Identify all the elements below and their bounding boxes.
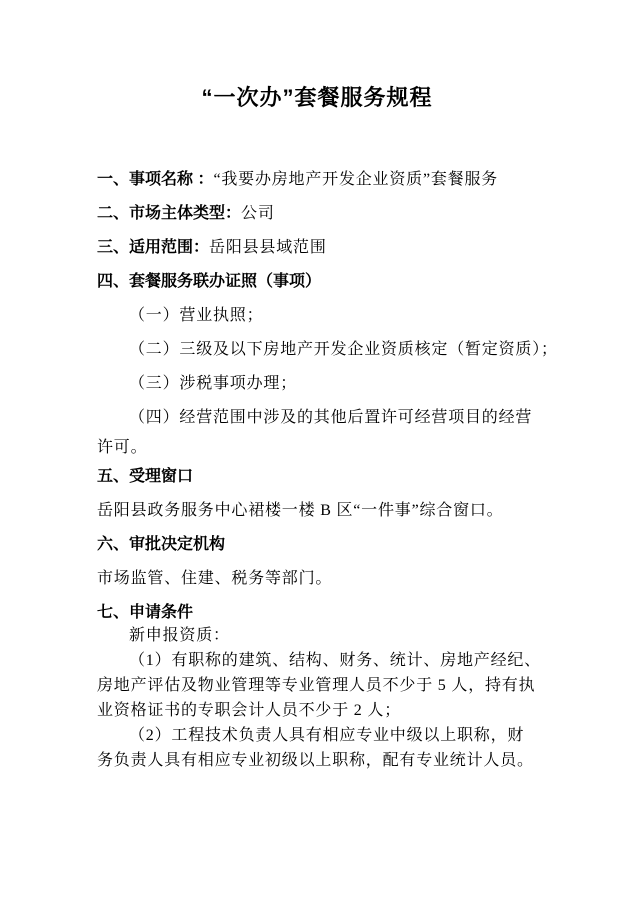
text-line [97,623,550,648]
line-text: （1）有职称的建筑、结构、财务、统计、房地产经纪、 [129,652,542,669]
section-heading-line [97,265,550,299]
line-text: 岳阳县县域范围 [209,239,327,256]
line-text: “我要办房地产开发企业资质”套餐服务 [213,171,499,188]
text-line [97,435,550,460]
section-label: 一、事项名称 ： [97,171,214,188]
section-label: 五、受理窗口 [97,468,194,485]
section-heading-line [97,163,550,197]
line-text: 新申报资质： [129,627,230,644]
line-text: （2）工程技术负责人具有相应专业中级以上职称，财 [129,727,525,744]
line-text: 房地产评估及物业管理等专业管理人员不少于 5 人，持有执 [97,677,536,694]
text-line [97,648,550,673]
line-text: 许可。 [97,439,148,456]
section-heading-line [97,231,550,265]
text-line [97,494,550,528]
text-line [97,367,550,401]
text-line [97,673,550,698]
page-title: “一次办”套餐服务规程 [201,85,433,110]
line-text: （二）三级及以下房地产开发企业资质核定（暂定资质）； [129,341,558,358]
section-label: 六、审批决定机构 [97,536,226,553]
text-line [97,698,550,723]
line-text: （三）涉税事项办理； [129,375,298,392]
section-heading-line [97,197,550,231]
section-heading-line [97,528,550,562]
line-text: 公司 [241,205,275,222]
text-line [97,562,550,596]
text-line [97,748,550,773]
line-text: （一）营业执照； [129,307,264,324]
text-line [97,333,558,367]
section-label: 七、申请条件 [97,604,194,621]
line-text: 市场监管、住建、税务等部门。 [97,570,333,587]
line-text: 岳阳县政务服务中心裙楼一楼 B 区“一件事”综合窗口。 [97,502,504,519]
document-body [0,163,634,773]
line-text: 业资格证书的专职会计人员不少于 2 人； [97,702,402,719]
section-label: 二、市场主体类型： [97,205,242,222]
text-line [97,401,550,435]
line-text: 务负责人具有相应专业初级以上职称，配有专业统计人员。 [97,752,534,769]
section-label: 三、适用范围： [97,239,210,256]
text-line [97,723,550,748]
section-heading-line [97,460,550,494]
text-line [97,299,550,333]
section-label: 四、套餐服务联办证照（事项） [97,273,322,290]
line-text: （四）经营范围中涉及的其他后置许可经营项目的经营 [129,409,533,426]
